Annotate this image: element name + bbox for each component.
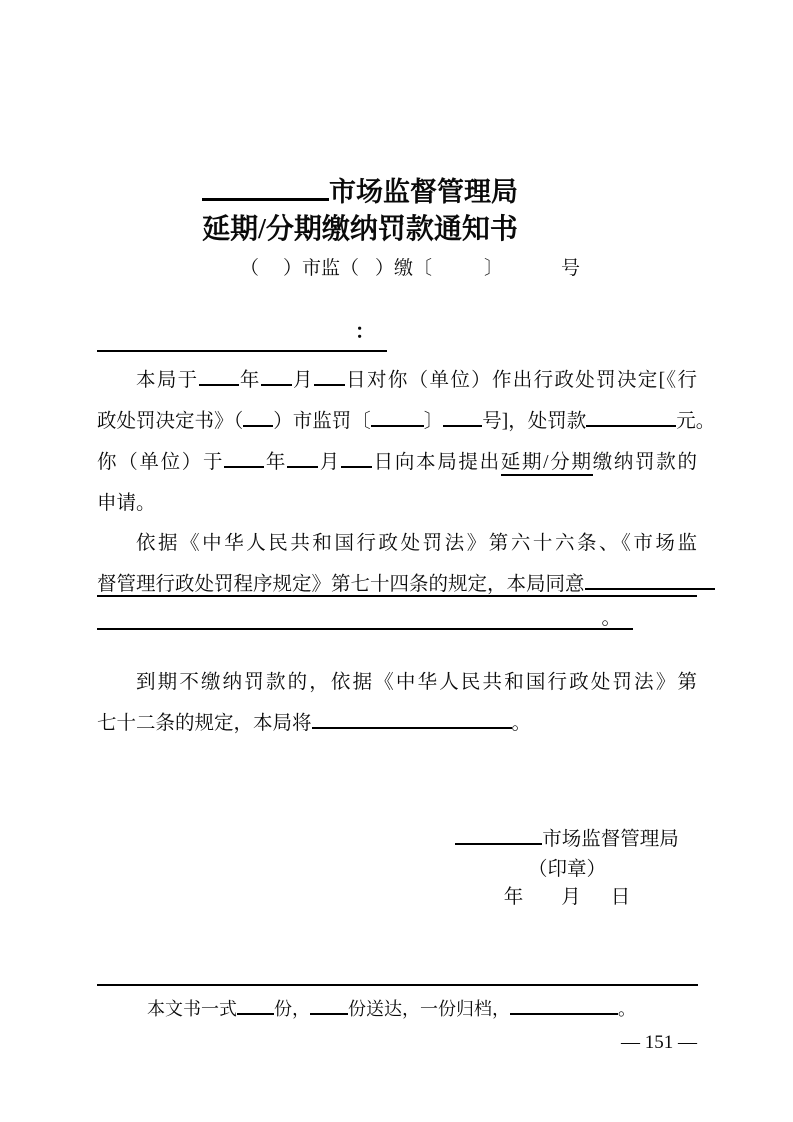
text-seg: 。	[618, 999, 636, 1019]
document-number-line	[110, 253, 710, 285]
body-p2-line1: 依据《中华人民共和国行政处罚法》第六十六条、《市场监	[136, 533, 697, 554]
spacer	[359, 273, 375, 274]
date-year-label: 年	[503, 887, 524, 908]
addressee-line	[97, 313, 387, 352]
signature-date-line	[421, 883, 713, 913]
docno-seg-bracket-close: 〕	[484, 258, 504, 279]
text-seg: 缴纳罚款的	[592, 452, 697, 473]
signature-agency-line	[421, 825, 713, 855]
apply-day-blank-field	[341, 449, 372, 468]
text-seg: 〕	[423, 411, 444, 432]
document-title: 延期/分期缴纳罚款通知书	[202, 214, 518, 245]
spacer	[259, 273, 283, 274]
spacer	[581, 902, 611, 903]
docno-seg-hao: 号	[561, 258, 581, 279]
text-seg: 督管理行政处罚程序规定》第七十四条的规定，本局同意	[97, 574, 585, 595]
date-month-label: 月	[561, 887, 581, 908]
body-p1-line2	[97, 401, 716, 442]
signature-agency-name: 市场监督管理局	[542, 829, 679, 850]
docno-seg-jiao: ）缴〔	[374, 258, 432, 279]
text-seg: 年	[238, 370, 261, 391]
distribution-note	[97, 994, 747, 1024]
text-seg: 。	[511, 713, 532, 734]
copies-count-blank-field	[237, 998, 274, 1015]
agency-title-line	[60, 174, 660, 209]
enforcement-blank-field	[312, 710, 512, 729]
delivered-count-blank-field	[310, 998, 348, 1015]
decision-blank-line-end	[97, 608, 633, 630]
agency-title: 市场监督管理局	[329, 177, 518, 207]
docref-blank-field	[243, 408, 273, 427]
spacer	[523, 902, 561, 903]
text-seg: 月	[318, 452, 341, 473]
body-p1-line4: 申请。	[97, 493, 156, 514]
period-mark: 。	[601, 608, 621, 629]
text-seg: 你（单位）于	[97, 452, 225, 473]
text-seg: 本局于	[136, 370, 199, 391]
body-p3-line1: 到期不缴纳罚款的，依据《中华人民共和国行政处罚法》第	[136, 672, 697, 693]
text-seg: 本文书一式	[147, 999, 237, 1019]
month-blank-field	[261, 367, 292, 386]
docno-seg-shijian: ）市监（	[282, 258, 359, 279]
year-blank-field	[199, 367, 239, 386]
addressee-colon: ：	[355, 321, 375, 343]
deferred-installment-underlined-text: 延期/分期	[501, 452, 593, 476]
body-p1-line3	[97, 442, 697, 483]
text-seg: 号]，处罚款	[482, 411, 587, 432]
date-day-label: 日	[610, 887, 631, 908]
page-number: — 151 —	[621, 1032, 697, 1053]
text-seg: 元。	[676, 411, 716, 432]
body-p3-line2	[97, 703, 697, 744]
text-seg: 日对你（单位）作出行政处罚决定[《行	[344, 370, 697, 391]
body-p1-line1	[97, 360, 697, 401]
text-seg: 份，	[274, 999, 310, 1019]
text-seg: 七十二条的规定，本局将	[97, 713, 312, 734]
fine-amount-blank-field	[586, 408, 676, 427]
spacer	[503, 273, 561, 274]
text-seg: 政处罚决定书》（	[97, 411, 244, 432]
text-seg: 年	[264, 452, 288, 473]
text-seg: 日向本局提出	[371, 452, 501, 473]
seal-label: （印章）	[527, 859, 606, 880]
decision-blank-line-full	[97, 577, 697, 597]
agency-name-blank-field	[202, 174, 329, 201]
docno-seg-open: （	[239, 258, 259, 279]
archive-note-blank-field	[510, 998, 618, 1015]
signature-agency-blank-field	[455, 826, 542, 846]
text-seg: 月	[291, 370, 314, 391]
footer-divider-rule	[97, 984, 698, 986]
apply-month-blank-field	[287, 449, 318, 468]
day-blank-field	[314, 367, 345, 386]
spacer	[432, 273, 484, 274]
docref-year-blank-field	[371, 408, 424, 427]
text-seg: ）市监罚〔	[273, 411, 371, 432]
text-seg: 份送达，一份归档，	[348, 999, 510, 1019]
apply-year-blank-field	[224, 449, 264, 468]
docref-number-blank-field	[443, 408, 482, 427]
